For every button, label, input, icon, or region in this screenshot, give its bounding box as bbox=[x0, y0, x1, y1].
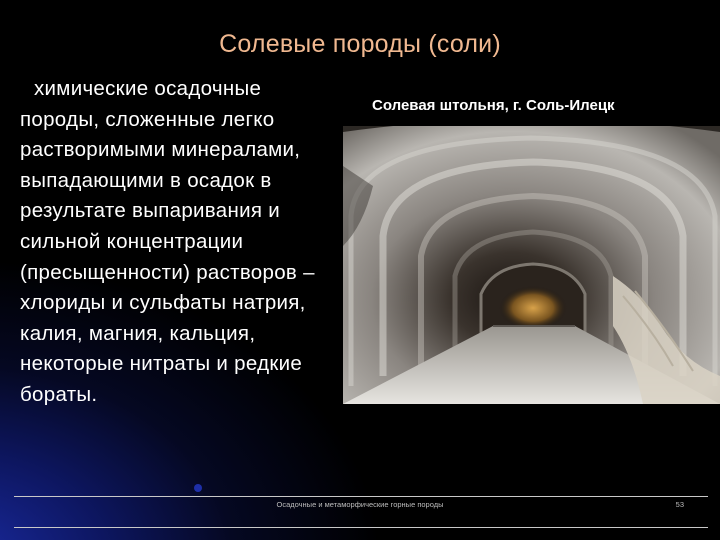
footer-divider-bottom bbox=[14, 527, 708, 528]
footer-divider-top bbox=[14, 496, 708, 497]
page-number: 53 bbox=[675, 500, 684, 509]
photo-caption: Солевая штольня, г. Соль-Илецк bbox=[372, 97, 615, 114]
definition-text: химические осадочные породы, сложенные легко растворимыми минералами, выпадающими в осадок в результате выпаривания и сильной концентрации (пресыщенности) растворов – хлориды и сульфаты натрия, калия, магния, кальция, некоторые нитраты и редкие бораты. bbox=[20, 77, 315, 406]
slide-title: Солевые породы (соли) bbox=[219, 30, 501, 58]
salt-tunnel-photo bbox=[343, 126, 720, 404]
decorative-dot bbox=[194, 484, 202, 492]
footer-text: Осадочные и метаморфические горные породы bbox=[276, 500, 444, 509]
